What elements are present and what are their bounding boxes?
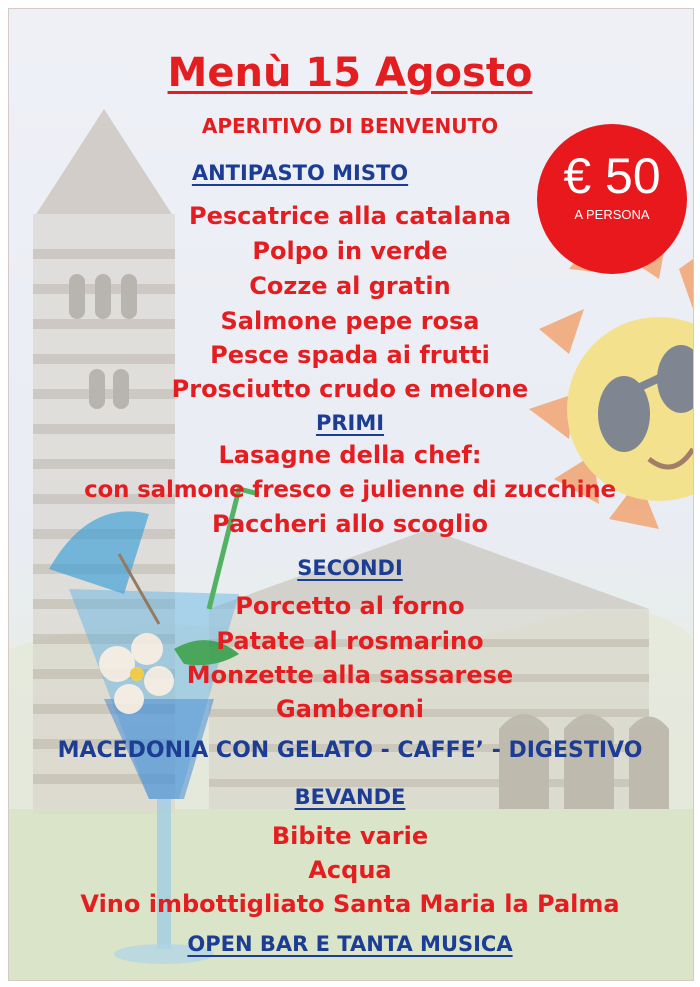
- price-amount: € 50: [563, 148, 661, 204]
- primi-item: Lasagne della chef:: [218, 441, 482, 469]
- antipasto-item: Pescatrice alla catalana: [189, 202, 511, 230]
- bevande-item: Acqua: [308, 856, 392, 884]
- antipasto-item: Salmone pepe rosa: [220, 307, 480, 335]
- antipasto-item: Pesce spada ai frutti: [210, 341, 490, 369]
- bevande-item: Bibite varie: [271, 822, 429, 850]
- antipasto-heading: ANTIPASTO MISTO: [191, 161, 409, 185]
- antipasto-item: Cozze al gratin: [249, 272, 451, 300]
- primi-heading: PRIMI: [315, 411, 385, 435]
- secondi-item: Patate al rosmarino: [216, 627, 484, 655]
- dessert-line: MACEDONIA CON GELATO - CAFFE’ - DIGESTIVO: [57, 738, 643, 763]
- secondi-heading: SECONDI: [297, 556, 403, 580]
- primi-item: Paccheri allo scoglio: [212, 510, 488, 538]
- bevande-item: Vino imbottigliato Santa Maria la Palma: [80, 890, 620, 918]
- secondi-item: Porcetto al forno: [235, 592, 465, 620]
- menu-title: Menù 15 Agosto: [167, 50, 533, 96]
- antipasto-item: Prosciutto crudo e melone: [171, 375, 529, 403]
- price-per-person: A PERSONA: [574, 207, 650, 222]
- aperitivo-line: APERITIVO DI BENVENUTO: [201, 114, 499, 138]
- bevande-heading: BEVANDE: [294, 785, 406, 809]
- primi-item: con salmone fresco e julienne di zucchine: [84, 477, 616, 503]
- secondi-item: Gamberoni: [276, 695, 424, 723]
- closing-line: OPEN BAR E TANTA MUSICA: [187, 932, 513, 956]
- secondi-item: Monzette alla sassarese: [186, 661, 514, 689]
- antipasto-item: Polpo in verde: [252, 237, 448, 265]
